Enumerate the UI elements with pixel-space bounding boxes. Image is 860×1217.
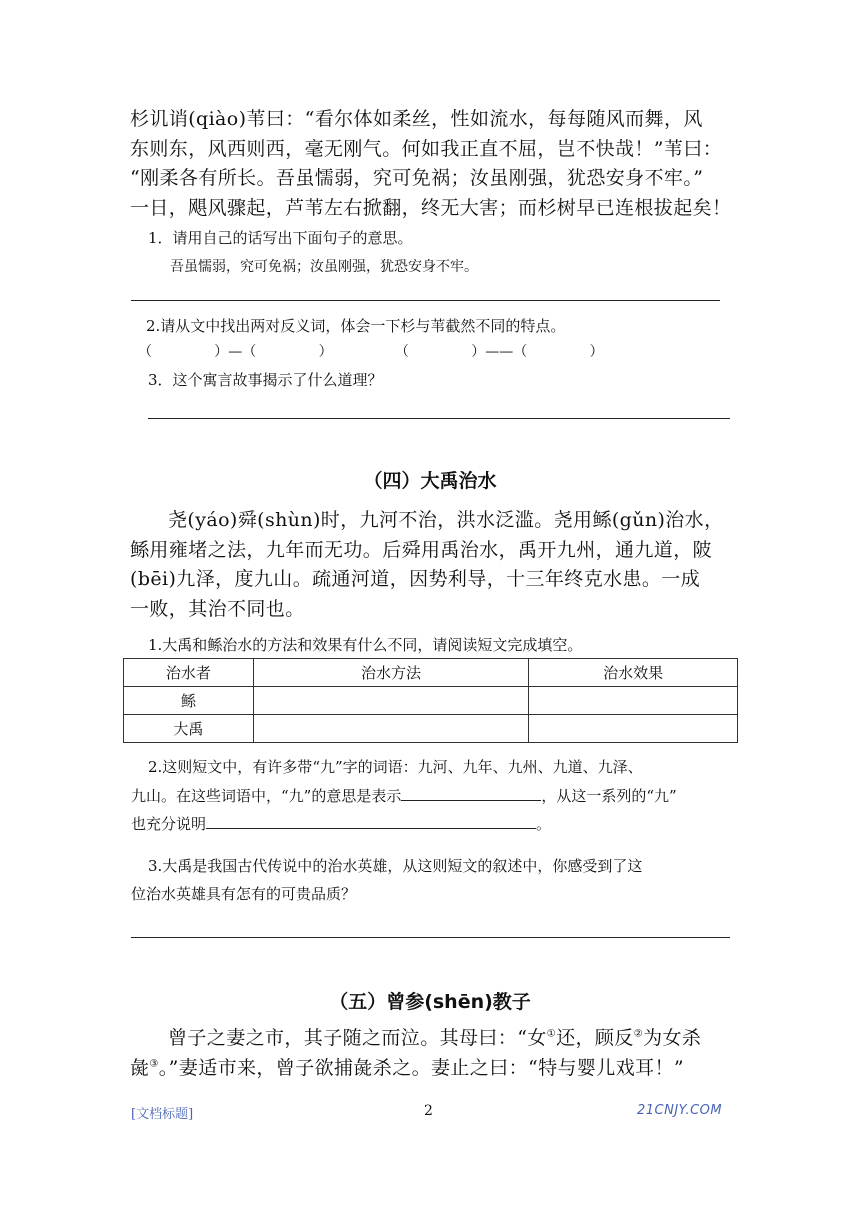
table-header: 治水者 <box>124 659 254 687</box>
footer-doc-title: [文档标题] <box>131 1107 194 1122</box>
dayu-question-3-line1: 3.大禹是我国古代传说中的治水英雄，从这则短文的叙述中，你感受到了这 <box>148 857 643 875</box>
table-header-row <box>124 659 738 687</box>
passage-shan-wei <box>130 105 742 223</box>
passage-line: (bēi)九泽，度九山。疏通河道，因势利导，十三年终克水患。一成 <box>130 568 701 590</box>
table-header: 治水效果 <box>529 659 738 687</box>
table-cell-method[interactable] <box>253 715 529 743</box>
footer-page-number: 2 <box>424 1103 433 1119</box>
passage-line: 杉讥诮(qiào)苇曰：“看尔体如柔丝，性如流水，每每随风而舞，风 <box>130 108 703 130</box>
table-cell-name: 大禹 <box>124 715 254 743</box>
passage-line <box>130 1024 742 1054</box>
passage-dayu <box>130 506 742 624</box>
footer-site-link[interactable]: 21CNJY.COM <box>637 1103 723 1118</box>
passage-line: “刚柔各有所长。吾虽懦弱，究可免祸；汝虽刚强，犹恐安身不牢。” <box>130 167 704 189</box>
table-cell-effect[interactable] <box>529 687 738 715</box>
question-2: 2.请从文中找出两对反义词，体会一下杉与苇截然不同的特点。 <box>146 317 566 335</box>
question-2-antonym-blanks[interactable]: （ ）—（ ） （ ）——（ ） <box>138 344 604 360</box>
question-3: 3．这个寓言故事揭示了什么道理？ <box>148 371 383 389</box>
passage-line: 尧(yáo)舜(shùn)时，九河不治，洪水泛滥。尧用鲧(gǔn)治水， <box>168 509 724 531</box>
table-cell-effect[interactable] <box>529 715 738 743</box>
passage-line: 鲧用雍堵之法，九年而无功。后舜用禹治水，禹开九州，通九道，陂 <box>130 538 713 561</box>
section-title-zengshen: （五）曾参(shēn)教子 <box>329 991 531 1013</box>
passage-line <box>130 1054 742 1084</box>
dayu-question-2-line1: 2.这则短文中，有许多带“九”字的词语：九河、九年、九州、九道、九泽、 <box>148 758 643 776</box>
dayu-question-2-line2 <box>131 783 677 807</box>
table-cell-name: 鲧 <box>124 687 254 715</box>
table-row <box>124 715 738 743</box>
text-segment: 。”妻适市来，曾子欲捕彘杀之。妻止之曰：“特与婴儿戏耳！” <box>158 1056 685 1079</box>
answer-line-1[interactable] <box>131 300 720 301</box>
text-segment: 彘 <box>130 1056 150 1079</box>
table-cell-method[interactable] <box>253 687 529 715</box>
dayu-question-3-line2: 位治水英雄具有怎有的可贵品质？ <box>131 885 357 903</box>
table-row <box>124 687 738 715</box>
q2-text-a: 九山。在这些词语中，“九”的意思是表示 <box>131 787 402 805</box>
section-title-dayu: （四）大禹治水 <box>363 470 497 492</box>
passage-zengshen <box>130 1024 742 1083</box>
passage-line: 东则东，风西则西，毫无刚气。何如我正直不屈，岂不快哉！”苇曰： <box>130 137 723 160</box>
blank-nine-meaning[interactable] <box>401 783 541 801</box>
q2-text-d: 。 <box>536 815 552 833</box>
answer-line-3[interactable] <box>148 418 730 419</box>
footnote-marker: ③ <box>149 1058 159 1070</box>
q2-text-c: 也充分说明 <box>131 815 207 833</box>
text-segment: 曾子之妻之市，其子随之而泣。其母曰：“女 <box>168 1027 547 1049</box>
dayu-question-1: 1.大禹和鲧治水的方法和效果有什么不同，请阅读短文完成填空。 <box>148 636 583 654</box>
passage-line: 一败，其治不同也。 <box>130 597 305 620</box>
text-segment: 还，顾反 <box>556 1027 634 1049</box>
answer-line-dayu-3[interactable] <box>131 937 730 938</box>
dayu-question-2-line3 <box>131 811 551 835</box>
text-segment: 为女杀 <box>643 1027 702 1049</box>
question-1: 1．请用自己的话写出下面句子的意思。 <box>148 229 413 247</box>
flood-control-table <box>123 658 738 743</box>
footnote-marker: ② <box>633 1028 644 1040</box>
footnote-marker: ① <box>546 1028 557 1040</box>
q2-text-b: ，从这一系列的“九” <box>541 787 677 805</box>
blank-nine-explanation[interactable] <box>206 811 536 829</box>
question-1-sentence: 吾虽懦弱，究可免祸；汝虽刚强，犹恐安身不牢。 <box>170 259 478 275</box>
passage-line: 一日，飓风骤起，芦苇左右掀翻，终无大害；而杉树早已连根拔起矣！ <box>130 196 732 219</box>
table-header: 治水方法 <box>253 659 529 687</box>
